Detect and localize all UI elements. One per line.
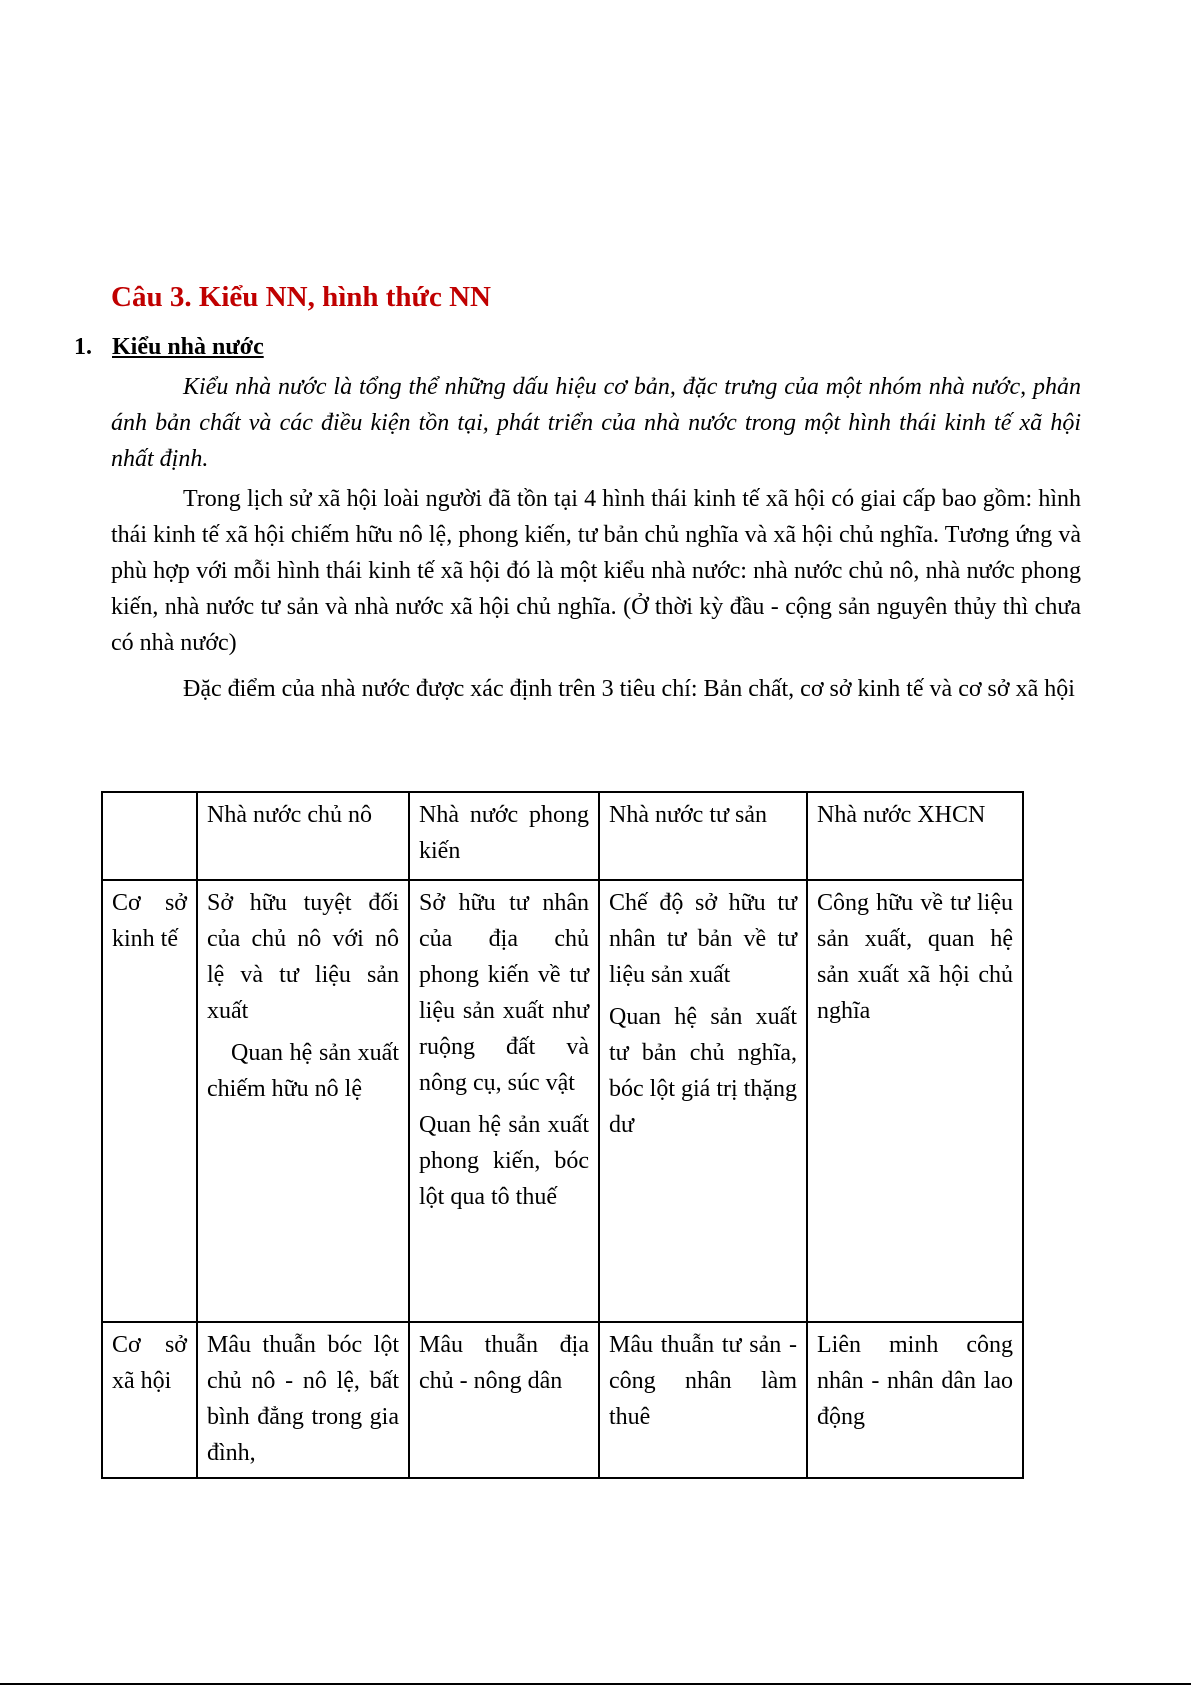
cell-economic-feudal xyxy=(409,880,599,1322)
row-label-economic-basis: Cơ sở kinh tế xyxy=(102,880,197,1322)
section-number: 1. xyxy=(74,334,92,360)
cell-social-slave: Mâu thuẫn bóc lột chủ nô - nô lệ, bất bình đẳng trong gia đình, xyxy=(197,1322,409,1478)
history-paragraph: Trong lịch sử xã hội loài người đã tồn tại 4 hình thái kinh tế xã hội có giai cấp bao gồm: hình thái kinh tế xã hội chiếm hữu nô lệ, phong kiến, tư bản chủ nghĩa và xã hội chủ nghĩa. Tương ứng và phù hợp với mỗi hình thái kinh tế xã hội đó là một kiểu nhà nước: nhà nước chủ nô, nhà nước phong kiến, nhà nước tư sản và nhà nước xã hội chủ nghĩa. (Ở thời kỳ đầu - cộng sản nguyên thủy thì chưa có nhà nước) xyxy=(111,486,1081,656)
cell-text: Quan hệ sản xuất tư bản chủ nghĩa, bóc lột giá trị thặng dư xyxy=(609,1004,797,1138)
page-title: Câu 3. Kiểu NN, hình thức NN xyxy=(111,281,491,313)
cell-economic-socialist xyxy=(807,880,1023,1322)
section-title: Kiểu nhà nước xyxy=(112,334,264,360)
cell-social-feudal: Mâu thuẫn địa chủ - nông dân xyxy=(409,1322,599,1478)
cell-text: Sở hữu tuyệt đối của chủ nô với nô lệ và tư liệu sản xuất xyxy=(207,890,399,1024)
cell-economic-bourgeois xyxy=(599,880,807,1322)
table-row-economic-basis xyxy=(102,880,1023,1322)
table-row-social-basis xyxy=(102,1322,1023,1478)
header-socialist-state: Nhà nước XHCN xyxy=(807,792,1023,880)
cell-text: Công hữu về tư liệu sản xuất, quan hệ sản xuất xã hội chủ nghĩa xyxy=(817,890,1013,1024)
header-bourgeois-state: Nhà nước tư sản xyxy=(599,792,807,880)
header-feudal-state: Nhà nước phong kiến xyxy=(409,792,599,880)
state-types-table xyxy=(101,791,1024,1479)
cell-economic-slave xyxy=(197,880,409,1322)
header-cell-empty xyxy=(102,792,197,880)
row-label-social-basis: Cơ sở xã hội xyxy=(102,1322,197,1478)
cell-social-socialist: Liên minh công nhân - nhân dân lao động xyxy=(807,1322,1023,1478)
header-slave-state: Nhà nước chủ nô xyxy=(197,792,409,880)
cell-text: Chế độ sở hữu tư nhân tư bản về tư liệu sản xuất xyxy=(609,890,797,988)
cell-social-bourgeois: Mâu thuẫn tư sản - công nhân làm thuê xyxy=(599,1322,807,1478)
cell-text: Sở hữu tư nhân của địa chủ phong kiến về tư liệu sản xuất như ruộng đất và nông cụ, súc vật xyxy=(419,890,589,1096)
section-heading xyxy=(74,333,264,361)
definition-paragraph: Kiểu nhà nước là tổng thể những dấu hiệu cơ bản, đặc trưng của một nhóm nhà nước, phản ánh bản chất và các điều kiện tồn tại, phát triển của nhà nước trong một hình thái kinh tế xã hội nhất định. xyxy=(111,374,1081,472)
criteria-paragraph: Đặc điểm của nhà nước được xác định trên 3 tiêu chí: Bản chất, cơ sở kinh tế và cơ sở xã hội xyxy=(183,676,1075,702)
cell-text: Quan hệ sản xuất chiếm hữu nô lệ xyxy=(207,1040,399,1102)
cell-text: Quan hệ sản xuất phong kiến, bóc lột qua tô thuế xyxy=(419,1112,589,1210)
table-header-row xyxy=(102,792,1023,880)
